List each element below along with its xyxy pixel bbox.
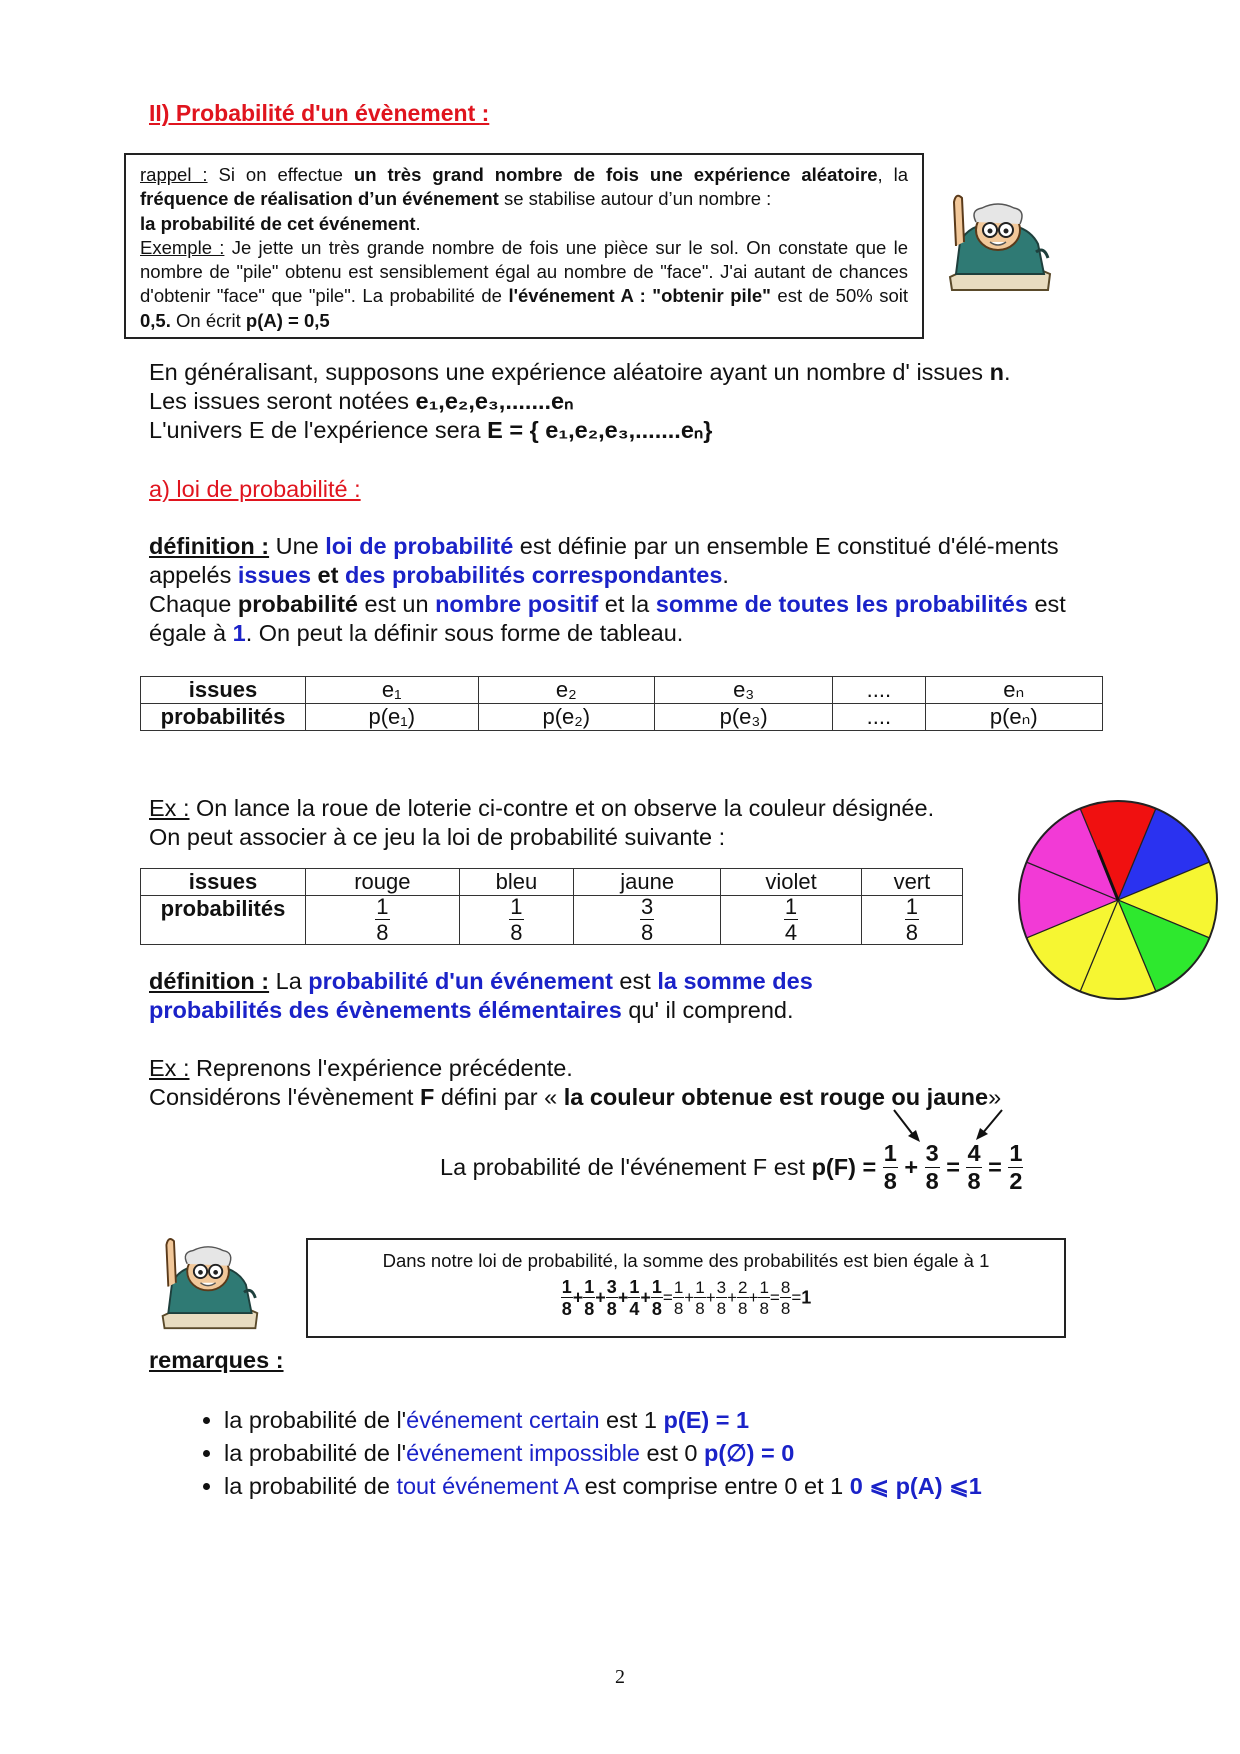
table-cell: violet — [721, 869, 862, 896]
fraction: $\frac{1}{8}$ — [673, 1278, 684, 1318]
rappel-box — [124, 153, 924, 339]
operator: + — [705, 1288, 716, 1307]
general-law-table — [140, 676, 1103, 731]
operator: = — [769, 1288, 780, 1307]
table-row — [141, 677, 1103, 704]
example-event-f: Ex : Reprenons l'expérience précédente. Considérons l'évènement F défini par « la couleur obtenue est rouge ou jaune» — [149, 1055, 1002, 1110]
remarks-title: remarques : — [149, 1347, 284, 1373]
sum-check-equation — [308, 1278, 1064, 1318]
table-cell: vert — [861, 869, 962, 896]
page-number: 2 — [615, 1666, 625, 1688]
fraction: $\frac{8}{8}$ — [780, 1278, 791, 1318]
operator: + — [572, 1287, 584, 1308]
definition-loi: définition : Une loi de probabilité est définie par un ensemble E constitué d'élé-ments appelés issues et des probabilités correspondantes. Chaque probabilité est un nombre positif et la somme de toutes les probabilités est égale à 1. On peut la définir sous forme de tableau. — [149, 533, 1066, 646]
sum-check-text: Dans notre loi de probabilité, la somme des probabilités est bien égale à 1 — [382, 1250, 990, 1271]
list-item: • la probabilité de l'événement impossible est 0 p(∅) = 0 — [224, 1437, 982, 1470]
operator: + — [748, 1288, 759, 1307]
fraction: $\frac{3}{8}$ — [716, 1278, 727, 1318]
table-cell: p(eₙ) — [925, 704, 1102, 731]
operator: + — [617, 1287, 629, 1308]
fraction: $\frac{1}{8}$ — [695, 1278, 705, 1318]
probabilities-header: probabilités — [141, 896, 306, 945]
rappel-text: rappel : Si on effectue un très grand nombre de fois une expérience aléatoire, la fréquence de réalisation d’un événement se stabilise autour d’un nombre : la probabilité de cet événement. — [140, 164, 908, 234]
table-row — [141, 896, 963, 945]
subsection-a-title: a) loi de probabilité : — [149, 476, 361, 502]
fraction: $\frac{1}{8}$ — [759, 1278, 769, 1318]
table-cell: e₂ — [478, 677, 655, 704]
operator: = — [662, 1288, 673, 1307]
operator: + — [640, 1287, 651, 1308]
list-item: • la probabilité de l'événement certain est 1 p(E) = 1 — [224, 1404, 982, 1437]
table-cell: .... — [833, 704, 925, 731]
lottery-law-table — [140, 868, 963, 945]
fraction: $\frac{1}{8}$ — [651, 1277, 662, 1319]
table-cell: p(e₃) — [655, 704, 833, 731]
operator: + — [595, 1287, 606, 1308]
table-cell: e₁ — [306, 677, 479, 704]
definition-event-probability: définition : La probabilité d'un événement est la somme des probabilités des évènements élémentaires qu' il comprend. — [149, 968, 813, 1023]
operator: = — [791, 1288, 802, 1307]
table-cell: $\frac{1}{8}$ — [306, 896, 460, 945]
example-lottery: Ex : On lance la roue de loterie ci-contre et on observe la couleur désignée. On peut associer à ce jeu la loi de probabilité suivante : — [149, 795, 935, 850]
table-cell: bleu — [459, 869, 573, 896]
table-cell: $\frac{1}{4}$ — [721, 896, 862, 945]
lottery-wheel — [1016, 798, 1220, 1002]
table-cell: .... — [833, 677, 925, 704]
remarks-list — [180, 1404, 982, 1503]
operator: + — [684, 1288, 695, 1307]
table-cell: $\frac{1}{8}$ — [459, 896, 573, 945]
table-cell: eₙ — [925, 677, 1102, 704]
intro-paragraph: En généralisant, supposons une expérience aléatoire ayant un nombre d' issues n. Les issues seront notées e₁,e₂,e₃,.......eₙ L'univers E de l'expérience sera E = { e₁,e₂,e₃,.......eₙ} — [149, 359, 1011, 443]
fraction: $\frac{2}{8}$ — [738, 1278, 748, 1318]
sum-check-box — [306, 1238, 1066, 1338]
professor-illustration — [150, 1226, 268, 1332]
formula-pf: La probabilité de l'événement F est p(F) = $\frac{1}{8}$ + $\frac{3}{8}$ = $\frac{4}{8}$ = $\frac{1}{2}$ — [440, 1140, 1023, 1194]
table-row — [141, 704, 1103, 731]
fraction: $\frac{3}{8}$ — [606, 1277, 617, 1319]
fraction: $\frac{1}{8}$ — [584, 1277, 595, 1319]
table-cell: p(e₂) — [478, 704, 655, 731]
probabilities-header: probabilités — [141, 704, 306, 731]
sum-result: 1 — [801, 1287, 812, 1308]
operator: + — [727, 1288, 738, 1307]
issues-header: issues — [141, 869, 306, 896]
list-item: • la probabilité de tout événement A est comprise entre 0 et 1 0 ⩽ p(A) ⩽1 — [224, 1470, 982, 1503]
issues-header: issues — [141, 677, 306, 704]
table-cell: p(e₁) — [306, 704, 479, 731]
example-text: Exemple : Je jette un très grande nombre de fois une pièce sur le sol. On constate que le nombre de "pile" obtenu est sensiblement égal au nombre de "face". J'ai autant de chances d'obtenir "face" que "pile". La probabilité de l'événement A : "obtenir pile" est de 50% soit 0,5. On écrit p(A) = 0,5 — [140, 236, 908, 331]
table-row — [141, 869, 963, 896]
fraction: $\frac{1}{8}$ — [561, 1277, 572, 1319]
table-cell: rouge — [306, 869, 460, 896]
table-cell: e₃ — [655, 677, 833, 704]
table-cell: jaune — [574, 869, 721, 896]
table-cell: $\frac{3}{8}$ — [574, 896, 721, 945]
section-title: II) Probabilité d'un évènement : — [149, 100, 490, 126]
arrows — [890, 1108, 1010, 1144]
table-cell: $\frac{1}{8}$ — [861, 896, 962, 945]
professor-illustration — [940, 182, 1058, 294]
fraction: $\frac{1}{4}$ — [629, 1277, 640, 1319]
